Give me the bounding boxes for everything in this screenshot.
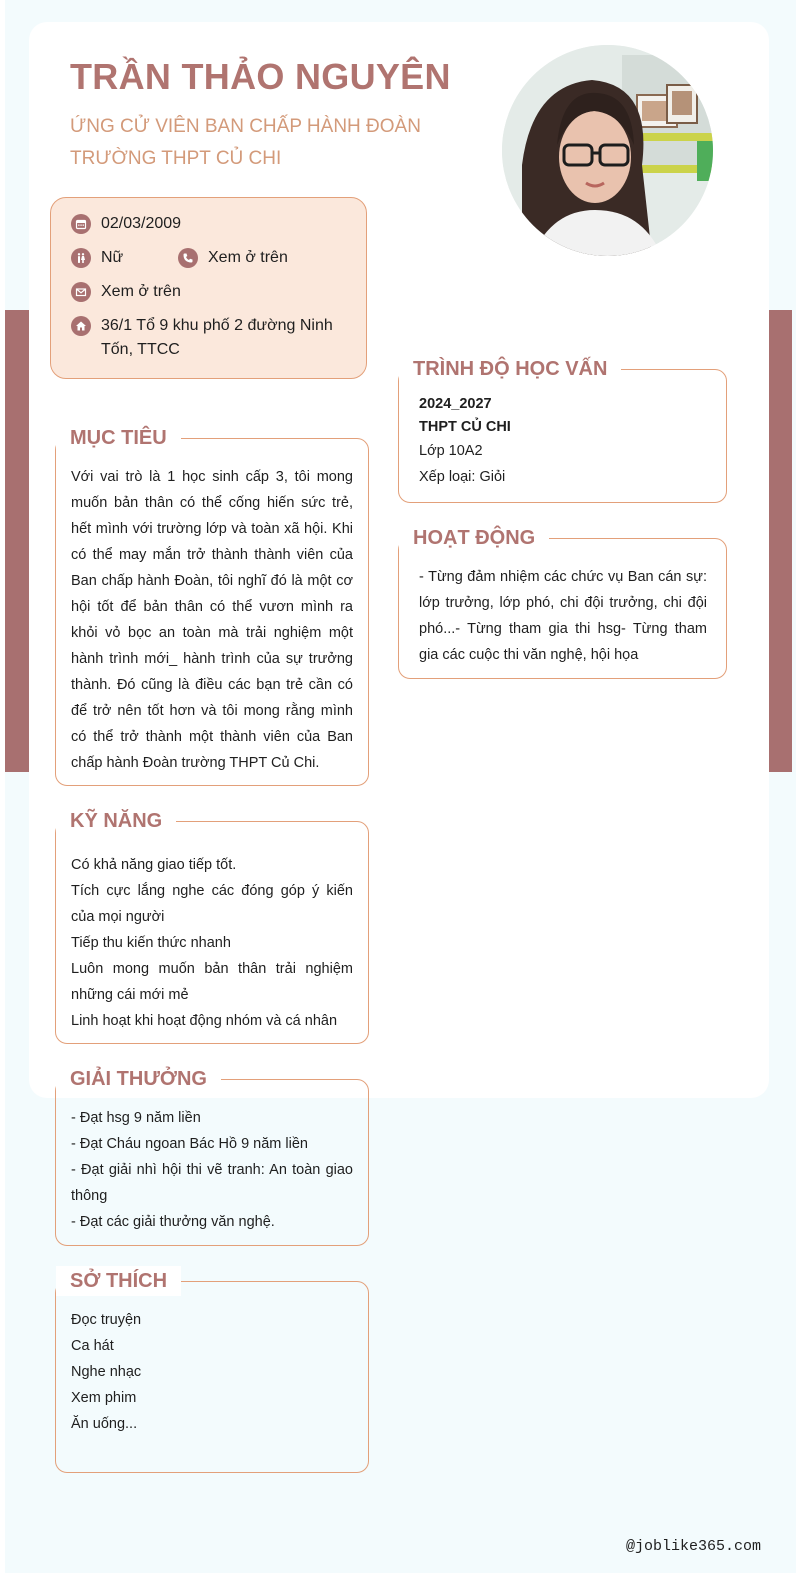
hobbies-list — [71, 1307, 353, 1437]
education-title: TRÌNH ĐỘ HỌC VẤN — [399, 354, 621, 384]
birthday-row — [71, 212, 181, 236]
home-icon — [71, 316, 91, 336]
list-item: Ca hát — [71, 1338, 114, 1354]
list-item: Có khả năng giao tiếp tốt. — [71, 857, 237, 873]
awards-list — [71, 1105, 353, 1235]
list-item: - Đạt hsg 9 năm liền — [71, 1110, 201, 1126]
education-class: Lớp 10A2 — [419, 443, 483, 459]
email-row — [71, 280, 181, 304]
decorative-band-left — [5, 310, 29, 772]
phone-icon — [178, 248, 198, 268]
email-icon — [71, 282, 91, 302]
list-item: Luôn mong muốn bản thân trải nghiệm những cái mới mẻ — [71, 961, 353, 1003]
list-item: Tích cực lắng nghe các đóng góp ý kiến của mọi người — [71, 883, 353, 925]
email-value: Xem ở trên — [101, 283, 181, 300]
calendar-icon — [71, 214, 91, 234]
list-item: - Đạt các giải thưởng văn nghệ. — [71, 1214, 275, 1230]
gender-icon — [71, 248, 91, 268]
education-school: THPT CỦ CHI — [419, 419, 511, 435]
list-item: - Đạt Cháu ngoan Bác Hồ 9 năm liền — [71, 1136, 308, 1152]
candidate-name: TRẦN THẢO NGUYÊN — [70, 56, 451, 97]
list-item: Ăn uống... — [71, 1416, 138, 1432]
profile-photo — [502, 45, 713, 256]
phone-row — [178, 246, 288, 270]
profile-photo-illustration — [502, 45, 713, 256]
list-item: - Đạt giải nhì hội thi vẽ tranh: An toàn giao thông — [71, 1162, 353, 1204]
address-value: 36/1 Tổ 9 khu phố 2 đường Ninh Tốn, TTCC — [101, 317, 333, 358]
address-row — [71, 314, 341, 362]
list-item: Nghe nhạc — [71, 1364, 142, 1380]
list-item: Linh hoạt khi hoạt động nhóm và cá nhân — [71, 1013, 338, 1029]
candidate-role: ỨNG CỬ VIÊN BAN CHẤP HÀNH ĐOÀN TRƯỜNG THPT CỦ CHI — [70, 116, 421, 169]
education-rank: Xếp loại: Giỏi — [419, 469, 506, 485]
skills-title: KỸ NĂNG — [56, 806, 176, 836]
list-item: Đọc truyện — [71, 1312, 142, 1328]
objective-title: MỤC TIÊU — [56, 423, 181, 453]
decorative-band-right — [769, 310, 792, 772]
awards-title: GIẢI THƯỞNG — [56, 1064, 221, 1094]
gender-row — [71, 246, 123, 270]
activities-title: HOẠT ĐỘNG — [399, 523, 549, 553]
gender-value: Nữ — [101, 249, 124, 266]
skills-list — [71, 852, 353, 1034]
list-item: Xem phim — [71, 1390, 137, 1406]
phone-value: Xem ở trên — [208, 249, 288, 266]
education-period: 2024_2027 — [419, 396, 492, 412]
page-edge — [0, 0, 5, 1573]
birthday-value: 02/03/2009 — [101, 215, 182, 232]
activities-text: - Từng đảm nhiệm các chức vụ Ban cán sự: lớp trưởng, lớp phó, chi đội trưởng, chi đội phó...- Từng tham gia thi hsg- Từng tham gia các cuộc thi văn nghệ, hội họa — [419, 569, 707, 663]
objective-text: Với vai trò là 1 học sinh cấp 3, tôi mong muốn bản thân có thể cống hiến sức trẻ, hết mình với trường lớp và toàn xã hội. Khi có thể may mắn trở thành thành viên của Ban chấp hành Đoàn, tôi nghĩ đó là một cơ hội tốt để bản thân có thể vươn mình ra khỏi vỏ bọc an toàn mà trải nghiệm một hành trình mới_ hành trình của sự trưởng thành. Đó cũng là điều các bạn trẻ cần có để trở nên tốt hơn và tôi mong rằng mình có thể trở thành một thành viên của Ban chấp hành Đoàn trường THPT Củ Chi. — [71, 469, 353, 771]
hobbies-title: SỞ THÍCH — [56, 1266, 181, 1296]
list-item: Tiếp thu kiến thức nhanh — [71, 935, 231, 951]
education-details — [419, 392, 709, 490]
footer-credit: @joblike365.com — [626, 1538, 762, 1555]
